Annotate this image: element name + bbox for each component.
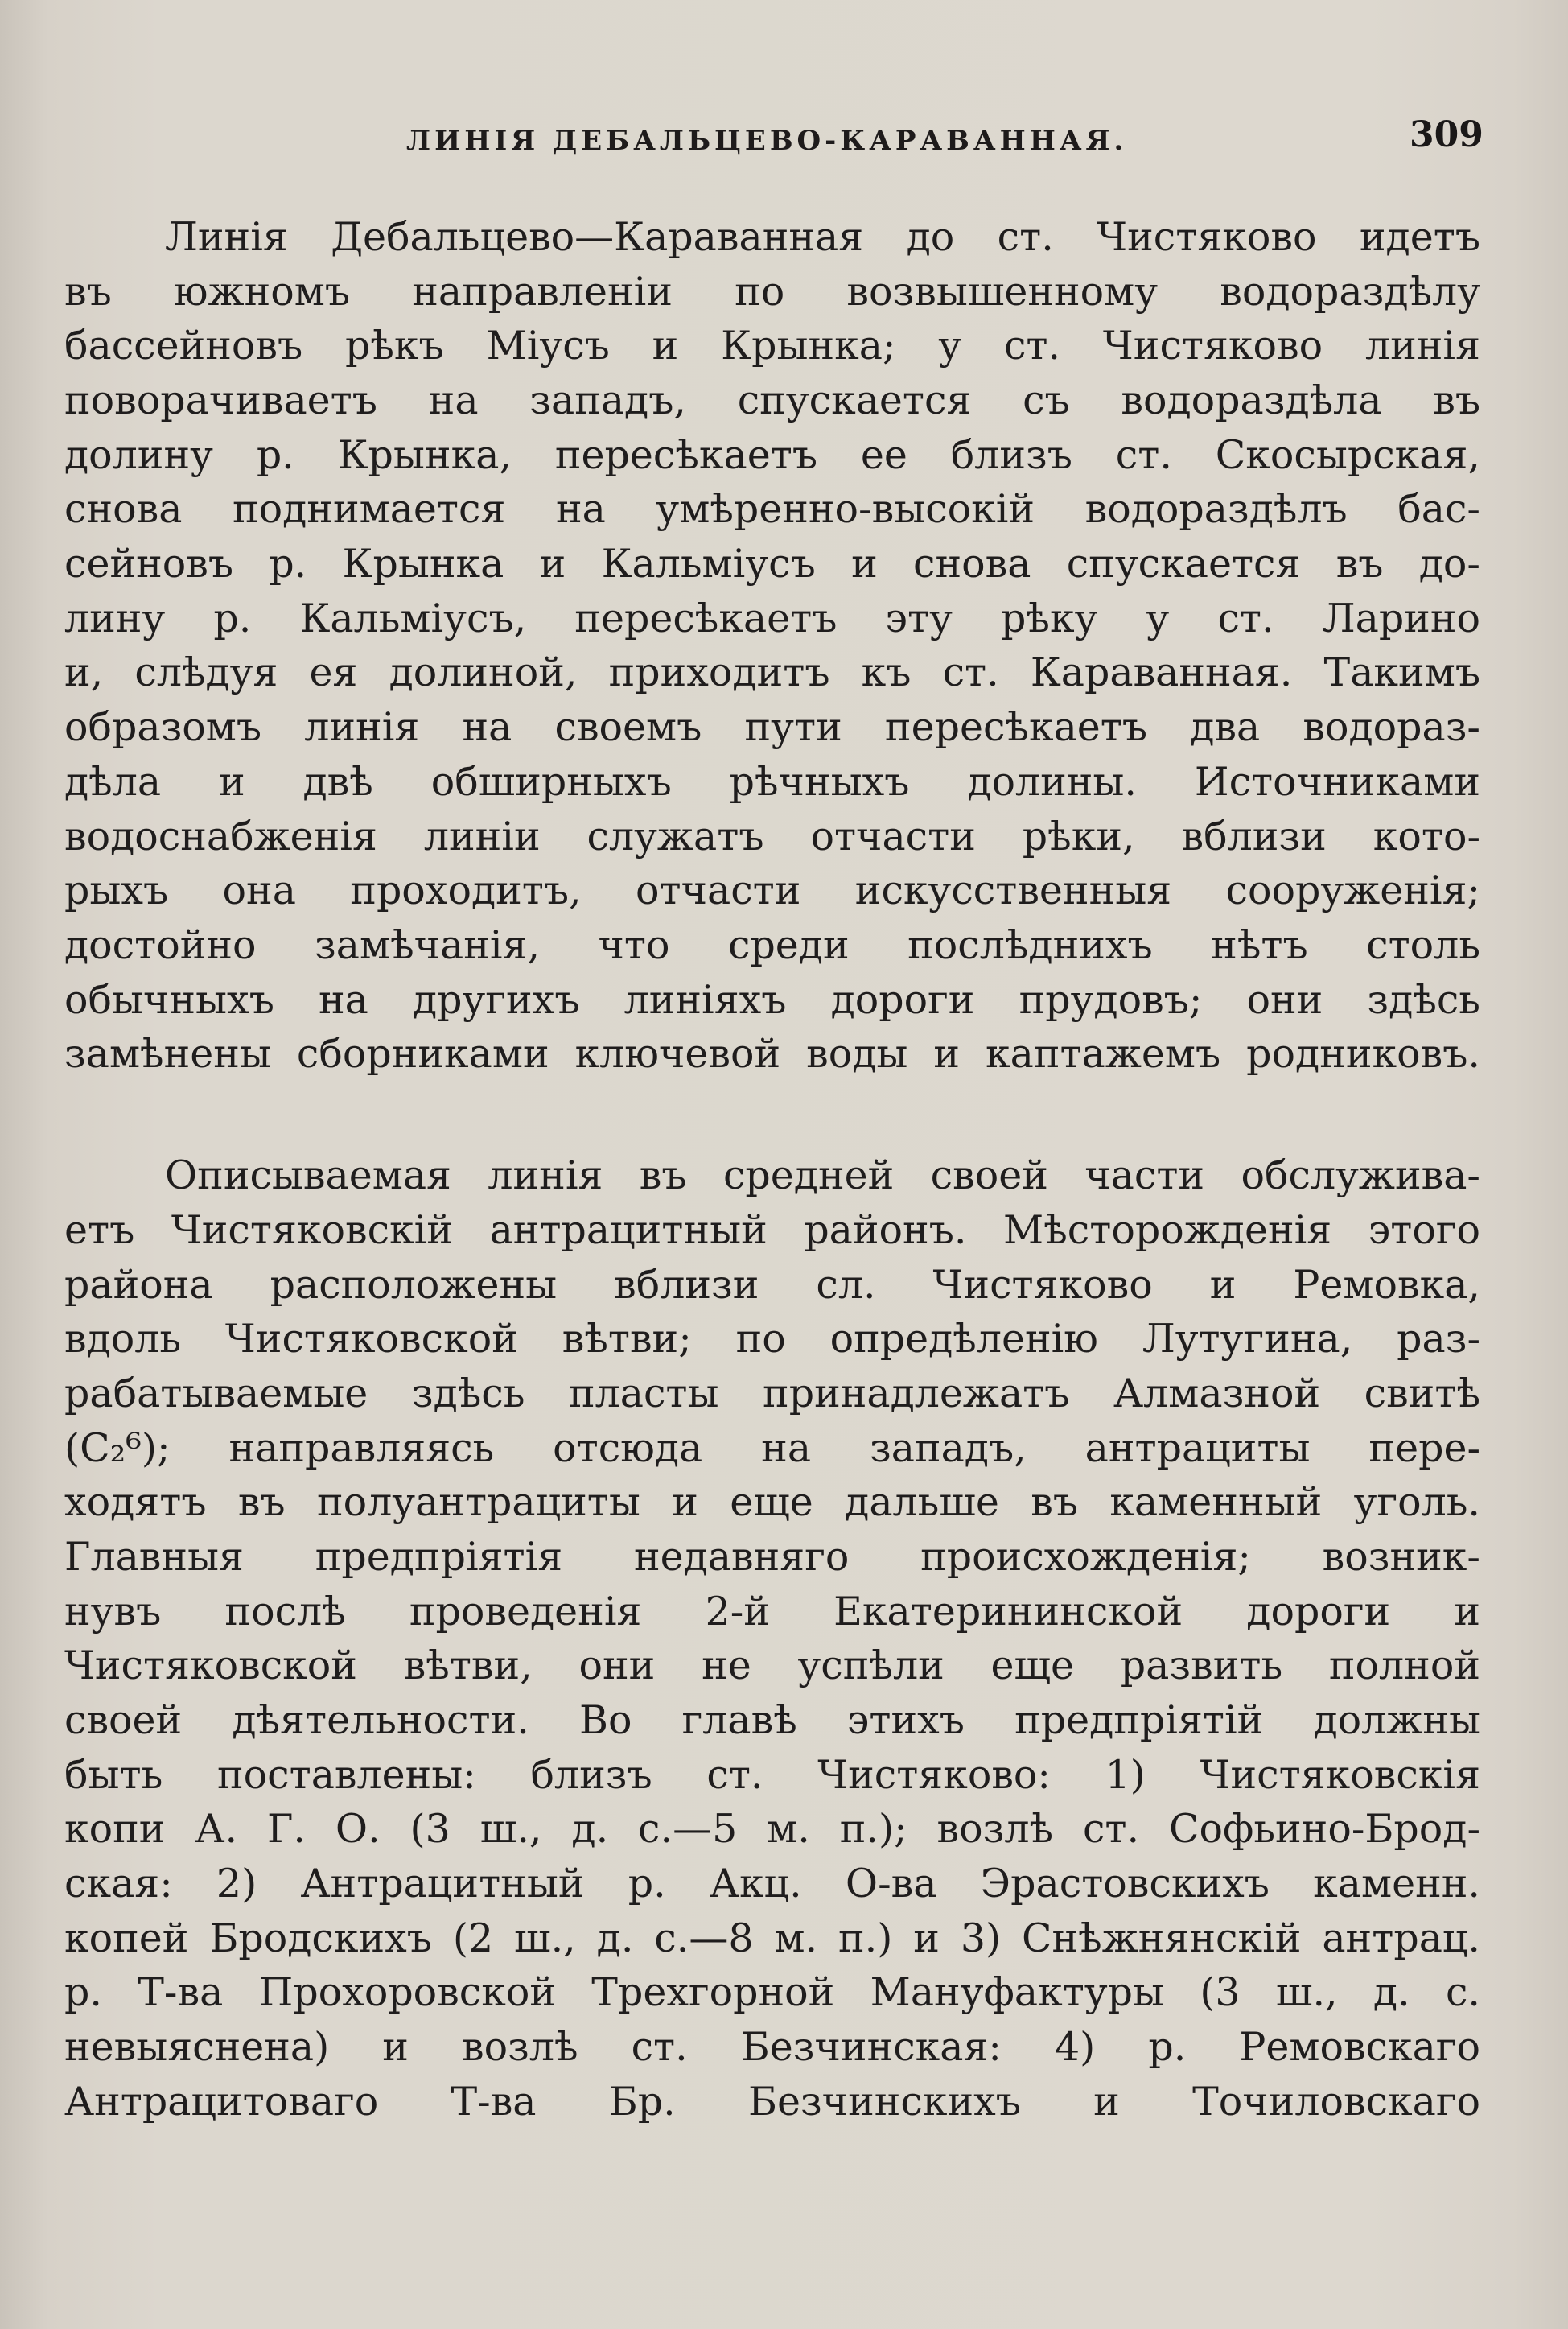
text-line: водоснабженія линіи служатъ отчасти рѣки, вблизи кото- [64, 814, 1480, 859]
text-line: поворачиваетъ на западъ, спускается съ водораздѣла въ [64, 377, 1480, 423]
text-line: долину р. Крынка, пересѣкаетъ ее близъ ст. Скосырская, [64, 432, 1480, 478]
text-line: и, слѣдуя ея долиной, приходитъ къ ст. Караванная. Такимъ [64, 649, 1480, 695]
text-line: въ южномъ направленіи по возвышенному водораздѣлу [64, 269, 1480, 315]
text-line: дѣла и двѣ обширныхъ рѣчныхъ долины. Источниками [64, 759, 1480, 805]
text-line: (C₂⁶); направляясь отсюда на западъ, антрациты пере- [64, 1425, 1480, 1471]
running-title: ЛИНІЯ ДЕБАЛЬЦЕВО-КАРАВАННАЯ. [406, 125, 1128, 157]
text-line: сейновъ р. Крынка и Кальміусъ и снова спускается въ до- [64, 541, 1480, 587]
text-line: Антрацитоваго Т-ва Бр. Безчинскихъ и Точиловскаго [64, 2079, 1480, 2125]
text-line: нувъ послѣ проведенія 2-й Екатерининской дороги и [64, 1589, 1480, 1634]
text-line: замѣнены сборниками ключевой воды и каптажемъ родниковъ. [64, 1031, 1480, 1077]
text-line: невыяснена) и возлѣ ст. Безчинская: 4) р. Ремовскаго [64, 2024, 1480, 2070]
text-line: района расположены вблизи сл. Чистяково и Ремовка, [64, 1262, 1480, 1308]
text-line: обычныхъ на другихъ линіяхъ дороги прудовъ; они здѣсь [64, 977, 1480, 1023]
text-line: ская: 2) Антрацитный р. Акц. О-ва Эрастовскихъ каменн. [64, 1861, 1480, 1906]
text-line: снова поднимается на умѣренно-высокій водораздѣлъ бас- [64, 486, 1480, 532]
text-line: копей Бродскихъ (2 ш., д. с.—8 м. п.) и 3) Снѣжнянскій антрац. [64, 1915, 1480, 1961]
text-line: копи А. Г. О. (3 ш., д. с.—5 м. п.); возлѣ ст. Софьино-Брод- [64, 1806, 1480, 1852]
text-line: образомъ линія на своемъ пути пересѣкаетъ два водораз- [64, 704, 1480, 750]
text-line: рыхъ она проходитъ, отчасти искусственныя сооруженія; [64, 868, 1480, 913]
text-line: етъ Чистяковскій антрацитный районъ. Мѣсторожденія этого [64, 1207, 1480, 1253]
text-line: лину р. Кальміусъ, пересѣкаетъ эту рѣку у ст. Ларино [64, 596, 1480, 641]
text-line: ходятъ въ полуантрациты и еще дальше въ каменный уголь. [64, 1479, 1480, 1525]
text-line: быть поставлены: близъ ст. Чистяково: 1) Чистяковскія [64, 1752, 1480, 1798]
text-line: Главныя предпріятія недавняго происхожденія; возник- [64, 1534, 1480, 1580]
text-line: достойно замѣчанія, что среди послѣднихъ нѣтъ столь [64, 922, 1480, 968]
text-line: р. Т-ва Прохоровской Трехгорной Мануфактуры (3 ш., д. с. [64, 1969, 1480, 2015]
text-line: Линія Дебальцево—Караванная до ст. Чистяково идетъ [165, 214, 1480, 260]
text-line: вдоль Чистяковской вѣтви; по опредѣленію Лутугина, раз- [64, 1316, 1480, 1362]
text-line: своей дѣятельности. Во главѣ этихъ предпріятій должны [64, 1697, 1480, 1743]
text-line: Описываемая линія въ средней своей части обслужива- [165, 1152, 1480, 1198]
text-line: рабатываемые здѣсь пласты принадлежатъ Алмазной свитѣ [64, 1371, 1480, 1416]
text-line: Чистяковской вѣтви, они не успѣли еще развить полной [64, 1643, 1480, 1688]
text-line: бассейновъ рѣкъ Міусъ и Крынка; у ст. Чистяково линія [64, 323, 1480, 369]
page-number: 309 [1410, 114, 1484, 155]
